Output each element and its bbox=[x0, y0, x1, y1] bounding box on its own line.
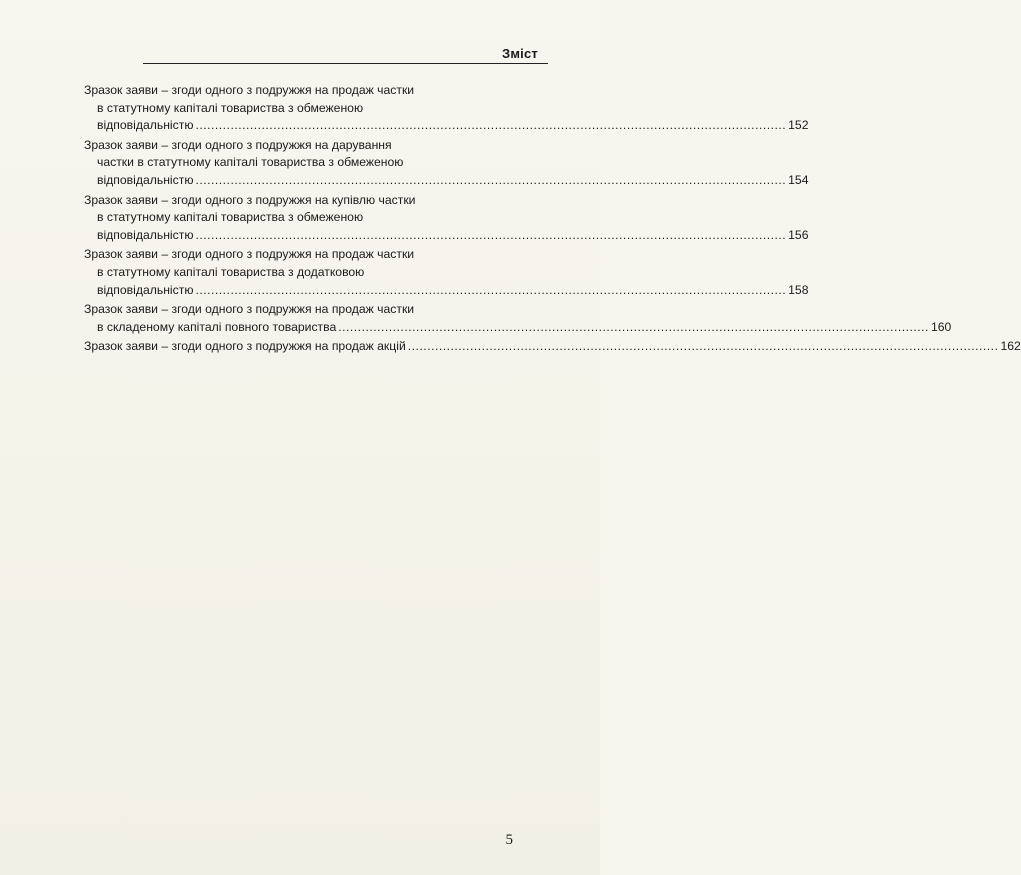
toc-entry-line: в статутному капіталі товариства з додатковою bbox=[97, 264, 365, 279]
toc-entry-line: в статутному капіталі товариства з обмеженою bbox=[97, 210, 364, 225]
toc-entry-last-line bbox=[84, 319, 952, 337]
toc-page-number: 154 bbox=[788, 172, 809, 187]
toc-entry-last-line bbox=[84, 172, 809, 190]
toc-entry-line: частки в статутному капіталі товариства з обмеженою bbox=[97, 155, 404, 170]
toc-entry[interactable] bbox=[84, 301, 952, 336]
dot-leader: ........................................................................................................................................................ bbox=[338, 319, 929, 334]
toc-entry-line: в складеному капіталі повного товариства bbox=[97, 319, 337, 334]
toc-page-number: 158 bbox=[788, 282, 809, 297]
toc-entry-line: Зразок заяви – згоди одного з подружжя на продаж частки bbox=[84, 247, 415, 262]
toc-entry[interactable] bbox=[84, 82, 809, 135]
toc-entry-line: відповідальністю bbox=[97, 118, 194, 133]
header-title: Зміст bbox=[502, 46, 538, 61]
toc-page-number: 152 bbox=[788, 118, 809, 133]
toc-entry-line: Зразок заяви – згоди одного з подружжя на дарування bbox=[84, 137, 392, 152]
toc-page-number: 160 bbox=[930, 319, 952, 334]
toc-entry[interactable] bbox=[84, 246, 809, 299]
dot-leader: ........................................................................................................................................................ bbox=[195, 172, 787, 187]
toc-entry-line: Зразок заяви – згоди одного з подружжя на купівлю частки bbox=[84, 192, 416, 207]
dot-leader: ........................................................................................................................................................ bbox=[195, 118, 787, 133]
toc-entry-line: відповідальністю bbox=[97, 227, 194, 242]
toc-entry-line: відповідальністю bbox=[97, 282, 194, 297]
toc-entry[interactable] bbox=[84, 137, 809, 190]
toc-entry[interactable] bbox=[84, 338, 1021, 356]
toc-entry-last-line bbox=[84, 117, 809, 135]
dot-leader: ........................................................................................................................................................ bbox=[195, 282, 787, 297]
toc-entry-line: відповідальністю bbox=[97, 172, 194, 187]
page-header bbox=[143, 44, 548, 66]
toc-entry-last-line bbox=[84, 338, 1021, 356]
toc-entry-line: в статутному капіталі товариства з обмеженою bbox=[97, 100, 364, 115]
toc-entry-line: Зразок заяви – згоди одного з подружжя на продаж частки bbox=[84, 302, 415, 317]
toc-entry-last-line bbox=[84, 282, 809, 300]
toc-entry-line: Зразок заяви – згоди одного з подружжя на продаж частки bbox=[84, 83, 415, 97]
toc-entry-line: Зразок заяви – згоди одного з подружжя на продаж акцій bbox=[84, 339, 406, 354]
page-number: 5 bbox=[505, 832, 513, 848]
toc-page-number: 162 bbox=[1000, 339, 1021, 354]
dot-leader: ........................................................................................................................................................ bbox=[195, 227, 787, 242]
table-of-contents bbox=[84, 82, 1021, 358]
toc-entry-last-line bbox=[84, 227, 809, 245]
toc-page-number: 156 bbox=[788, 227, 809, 242]
dot-leader: ........................................................................................................................................................ bbox=[407, 339, 999, 354]
toc-entry[interactable] bbox=[84, 192, 809, 245]
header-rule bbox=[143, 63, 548, 64]
